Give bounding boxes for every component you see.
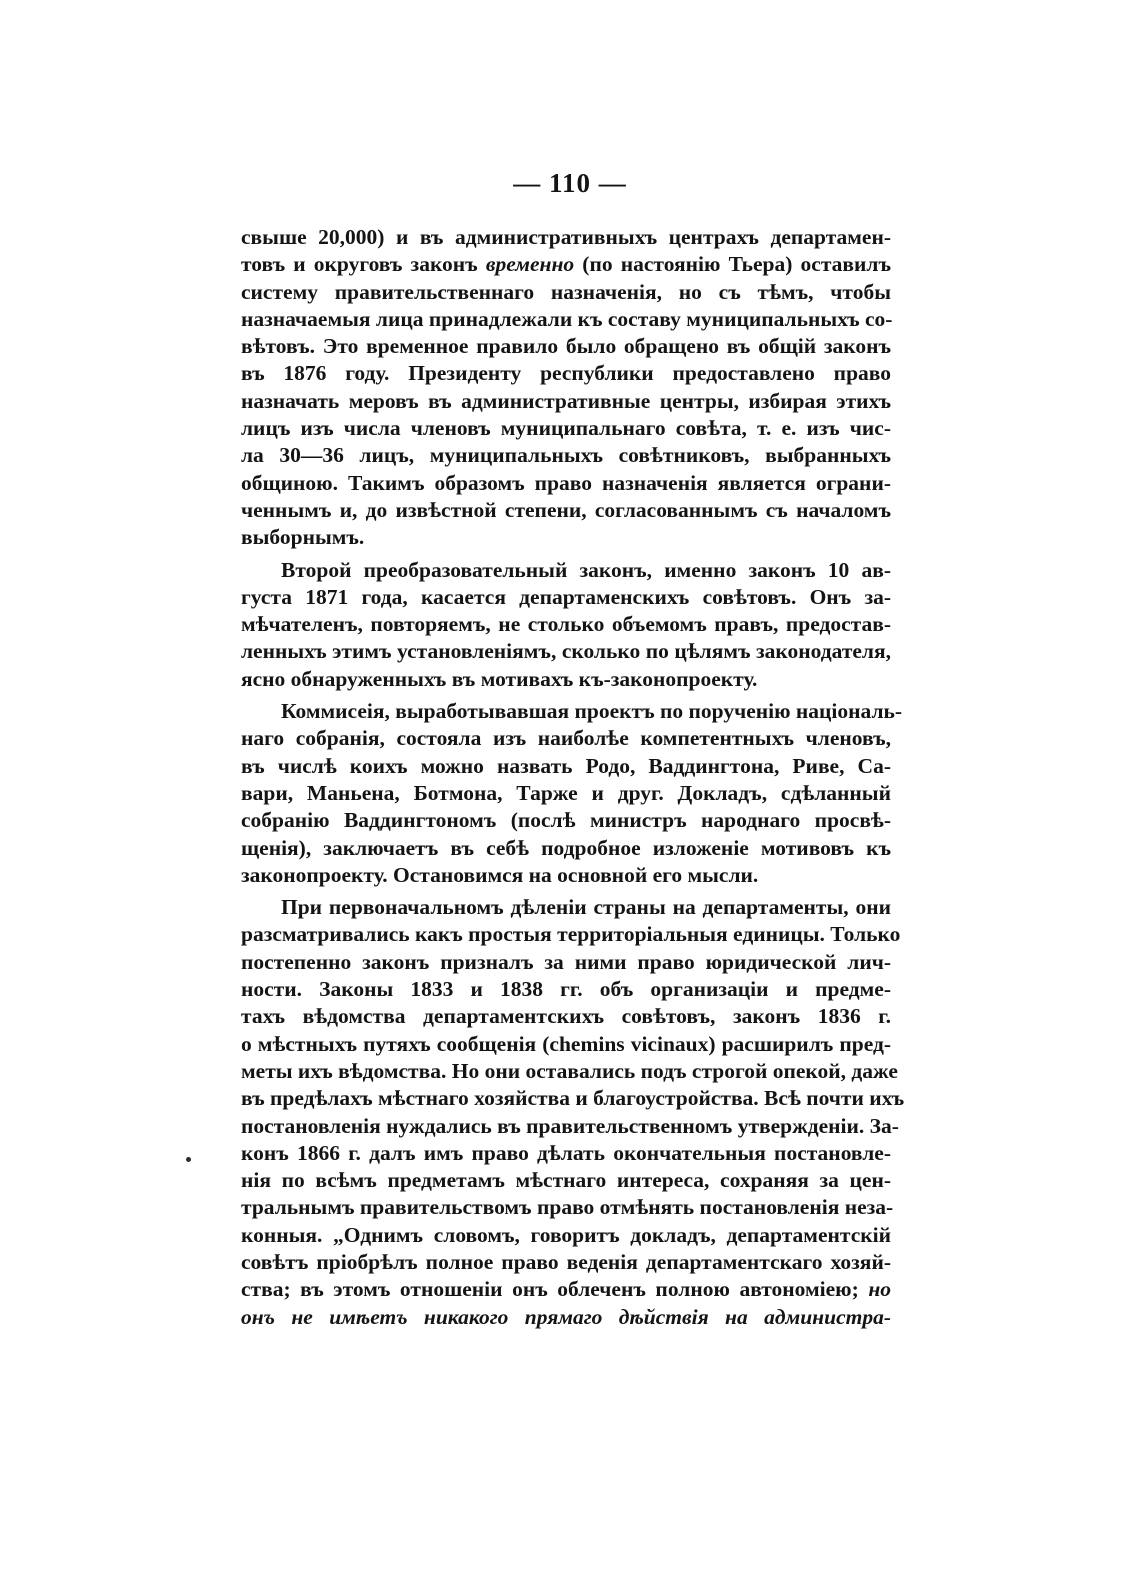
- paragraph: [241, 224, 891, 552]
- text-line: ства; въ этомъ отношеніи онъ облеченъ полною автономіею; но: [241, 1277, 891, 1302]
- text-line: назначаемыя лица принадлежали къ составу муниципальныхъ со-: [241, 306, 893, 331]
- text-line: щенія), заключаетъ въ себѣ подробное изложеніе мотивовъ къ: [241, 835, 891, 860]
- text-body: [241, 224, 905, 1331]
- text-line: въ 1876 году. Президенту республики предоставлено право: [241, 361, 891, 386]
- text-line: товъ и округовъ законъ временно (по настоянію Тьера) оставилъ: [241, 252, 891, 277]
- page-number: — 110 —: [513, 168, 627, 198]
- paragraph: [241, 894, 905, 1331]
- text-line: ченнымъ и, до извѣстной степени, согласованнымъ съ началомъ: [241, 497, 891, 522]
- text-line: нія по всѣмъ предметамъ мѣстнаго интереса, сохраняя за цен-: [241, 1168, 891, 1193]
- text-line: свыше 20,000) и въ административныхъ центрахъ департамен-: [241, 225, 891, 249]
- text-line: Коммисеія, выработывавшая проектъ по порученію національ-: [281, 699, 903, 724]
- italic-text: но: [868, 1277, 891, 1302]
- text-line: ясно обнаруженныхъ въ мотивахъ къ-законопроекту.: [241, 666, 758, 691]
- text-line: ла 30—36 лицъ, муниципальныхъ совѣтниковъ, выбранныхъ: [241, 443, 891, 468]
- text-line: разсматривались какъ простыя территоріальныя единицы. Только: [241, 922, 901, 947]
- text-line: ности. Законы 1833 и 1838 гг. объ организаціи и предме-: [241, 977, 891, 1002]
- text-line: назначать меровъ въ административные центры, избирая этихъ: [241, 388, 891, 413]
- italic-text: онъ не имѣетъ никакого прямаго дѣйствія на администра-: [241, 1304, 891, 1329]
- text-line: меты ихъ вѣдомства. Но они оставались подъ строгой опекой, даже: [241, 1058, 898, 1083]
- text-line: наго собранія, состояла изъ наиболѣе компетентныхъ членовъ,: [241, 726, 891, 751]
- text-line: общиною. Такимъ образомъ право назначенія является ограни-: [241, 470, 891, 495]
- text-line: мѣчателенъ, повторяемъ, не столько объемомъ правъ, предостав-: [241, 612, 891, 637]
- text-line: въ числѣ коихъ можно назвать Родо, Ваддингтона, Риве, Са-: [241, 753, 891, 778]
- italic-text: временно: [485, 252, 575, 277]
- text-line: постепенно законъ призналъ за ними право юридической лич-: [241, 949, 891, 974]
- text-line: [241, 1304, 891, 1331]
- text-line: вари, Маньена, Ботмона, Тарже и друг. Докладъ, сдѣланный: [241, 780, 891, 805]
- text-line: конъ 1866 г. далъ имъ право дѣлать окончательныя постановле-: [241, 1140, 891, 1165]
- text-line: совѣтъ пріобрѣлъ полное право веденія департаментскаго хозяй-: [241, 1249, 891, 1274]
- text-line: При первоначальномъ дѣленіи страны на департаменты, они: [281, 895, 891, 920]
- text-line: густа 1871 года, касается департаменскихъ совѣтовъ. Онъ за-: [241, 584, 891, 609]
- text-line: ленныхъ этимъ установленіямъ, сколько по цѣлямъ законодателя,: [241, 639, 891, 664]
- text-line: о мѣстныхъ путяхъ сообщенія (chemins vicinaux) расширилъ пред-: [241, 1031, 891, 1056]
- text-line: постановленія нуждались въ правительственномъ утвержденіи. За-: [241, 1113, 899, 1138]
- text-line: въ предѣлахъ мѣстнаго хозяйства и благоустройства. Всѣ почти ихъ: [241, 1086, 905, 1111]
- text-line: тральнымъ правительствомъ право отмѣнять постановленія неза-: [241, 1195, 894, 1220]
- text-line: выборнымъ.: [241, 525, 365, 550]
- text-line: вѣтовъ. Это временное правило было обращено въ общій законъ: [241, 334, 891, 359]
- text-line: Второй преобразовательный законъ, именно законъ 10 ав-: [281, 557, 891, 582]
- text-line: собранію Ваддингтономъ (послѣ министръ народнаго просвѣ-: [241, 808, 891, 833]
- paragraph: [241, 698, 903, 889]
- paragraph: [241, 557, 891, 693]
- text-line: законопроекту. Остановимся на основной его мысли.: [241, 862, 759, 887]
- text-line: тахъ вѣдомства департаментскихъ совѣтовъ, законъ 1836 г.: [241, 1004, 891, 1029]
- text-line: конныя. „Однимъ словомъ, говоритъ докладъ, департаментскій: [241, 1222, 891, 1247]
- margin-mark: [186, 1157, 191, 1162]
- text-line: лицъ изъ числа членовъ муниципальнаго совѣта, т. е. изъ чис-: [241, 416, 891, 441]
- text-line: систему правительственнаго назначенія, но съ тѣмъ, чтобы: [241, 279, 891, 304]
